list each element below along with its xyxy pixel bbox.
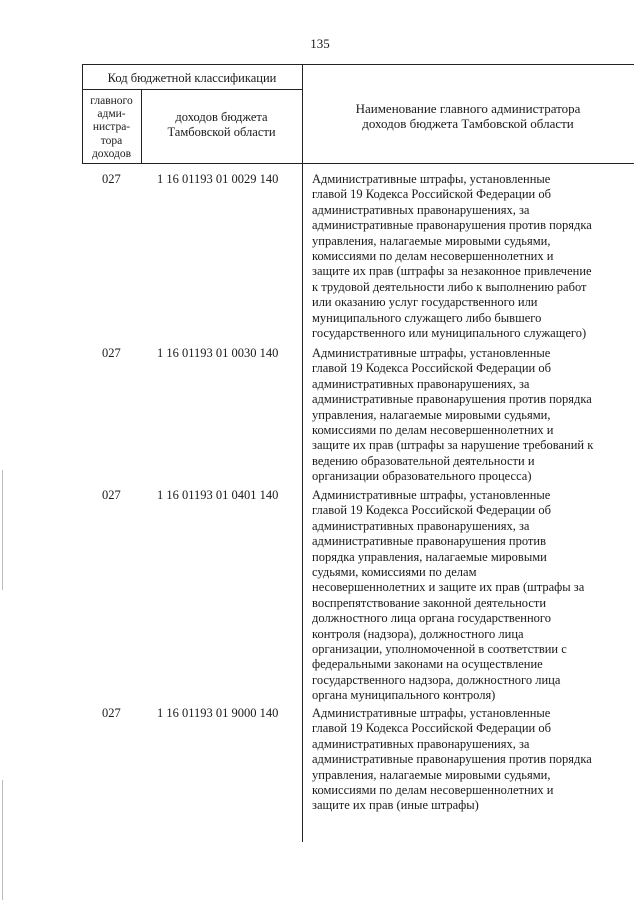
admin-header-line: адми- [97,108,126,121]
income-name-line: комиссиями по делам несовершеннолетних и [312,249,554,264]
income-name-line: организации, уполномоченной в соответствии с [312,642,567,657]
income-name-line: судьями, комиссиями по делам [312,565,477,580]
income-name-line: государственного надзора, должностного лица [312,672,561,687]
header-bottom-border [82,163,634,164]
income-header-line: доходов бюджета [175,110,268,124]
income-name-line: административных правонарушениях, за [312,376,530,391]
income-name-line: Административные штрафы, установленные [312,488,551,502]
admin-header-line: доходов [91,147,132,160]
income-name-line: управления, налагаемые мировыми судьями, [312,407,551,422]
income-name-line: главой 19 Кодекса Российской Федерации об [312,361,551,376]
income-name-line: федеральными законами на осуществление [312,657,543,672]
name-header-line: доходов бюджета Тамбовской области [362,116,574,131]
income-name-line: муниципального служащего либо бывшего [312,310,542,325]
income-name-line: защите их прав (иные штрафы) [312,798,479,813]
income-name-line: контроля (надзора), должностного лица [312,626,524,641]
kbk-code: 1 16 01193 01 9000 140 [157,706,279,720]
kbk-header-title: Код бюджетной классификации [107,71,277,85]
income-name-line: порядка управления, налагаемые мировыми [312,549,547,564]
income-column-header [141,110,302,140]
admin-header-line: тора [100,134,123,147]
kbk-header-divider [82,89,302,90]
table-top-border [82,64,634,65]
admin-header-line: главного [90,95,133,107]
kbk-code: 1 16 01193 01 0030 140 [157,346,279,360]
income-name-line: административные правонарушения против порядка [312,752,592,767]
income-name-line: главой 19 Кодекса Российской Федерации об [312,187,551,202]
income-name-line: ведению образовательной деятельности и [312,453,535,468]
income-name-line: несовершеннолетних и защите их прав (штрафы за [312,580,585,595]
income-name-line: должностного лица органа государственного [312,611,552,626]
income-name-line: защите их прав (штрафы за нарушение требований к [312,438,594,453]
income-name-line: комиссиями по делам несовершеннолетних и [312,423,554,438]
income-name-line: органа муниципального контроля) [312,688,496,703]
income-name-line: защите их прав (штрафы за незаконное привлечение [312,264,592,279]
income-name-line: административные правонарушения против порядка [312,218,592,233]
income-name-line: административных правонарушениях, за [312,202,530,217]
page-number: 135 [310,36,330,51]
income-name-line: главой 19 Кодекса Российской Федерации об [312,721,551,736]
income-name-line: комиссиями по делам несовершеннолетних и [312,783,554,798]
income-name-line: административные правонарушения против [312,534,546,549]
income-name-line: к трудовой деятельности либо к выполнению работ [312,279,587,294]
name-column-header [302,101,634,131]
income-header-line: Тамбовской области [167,125,276,139]
income-name-line: государственного или муниципального служащего) [312,326,587,341]
income-name-line: воспрепятствование законной деятельности [312,595,547,610]
income-name [312,172,608,341]
income-name-line: Административные штрафы, установленные [312,706,551,720]
income-name-line: административных правонарушениях, за [312,518,530,533]
admin-header-line: нистра- [92,121,131,134]
admin-column-header [82,95,141,161]
income-name-line: главой 19 Кодекса Российской Федерации об [312,503,551,518]
scan-margin-mark [2,470,3,590]
admin-code: 027 [102,488,121,502]
income-name [312,706,608,814]
admin-code: 027 [102,706,121,720]
income-name-line: административные правонарушения против порядка [312,392,592,407]
income-name-line: организации образовательного процесса) [312,469,532,484]
admin-code: 027 [102,346,121,360]
income-name-line: административных правонарушениях, за [312,736,530,751]
kbk-code: 1 16 01193 01 0029 140 [157,172,279,186]
income-name-line: управления, налагаемые мировыми судьями, [312,767,551,782]
income-name-line: управления, налагаемые мировыми судьями, [312,233,551,248]
income-name-line: Административные штрафы, установленные [312,346,551,360]
income-name [312,488,608,704]
kbk-name-column-divider [302,64,303,842]
scan-margin-mark [2,780,3,900]
income-name-line: Административные штрафы, установленные [312,172,551,186]
income-name-line: или оказанию услуг государственного или [312,295,538,310]
kbk-code: 1 16 01193 01 0401 140 [157,488,279,502]
name-header-line: Наименование главного администратора [355,101,581,116]
income-name [312,346,608,485]
admin-code: 027 [102,172,121,186]
